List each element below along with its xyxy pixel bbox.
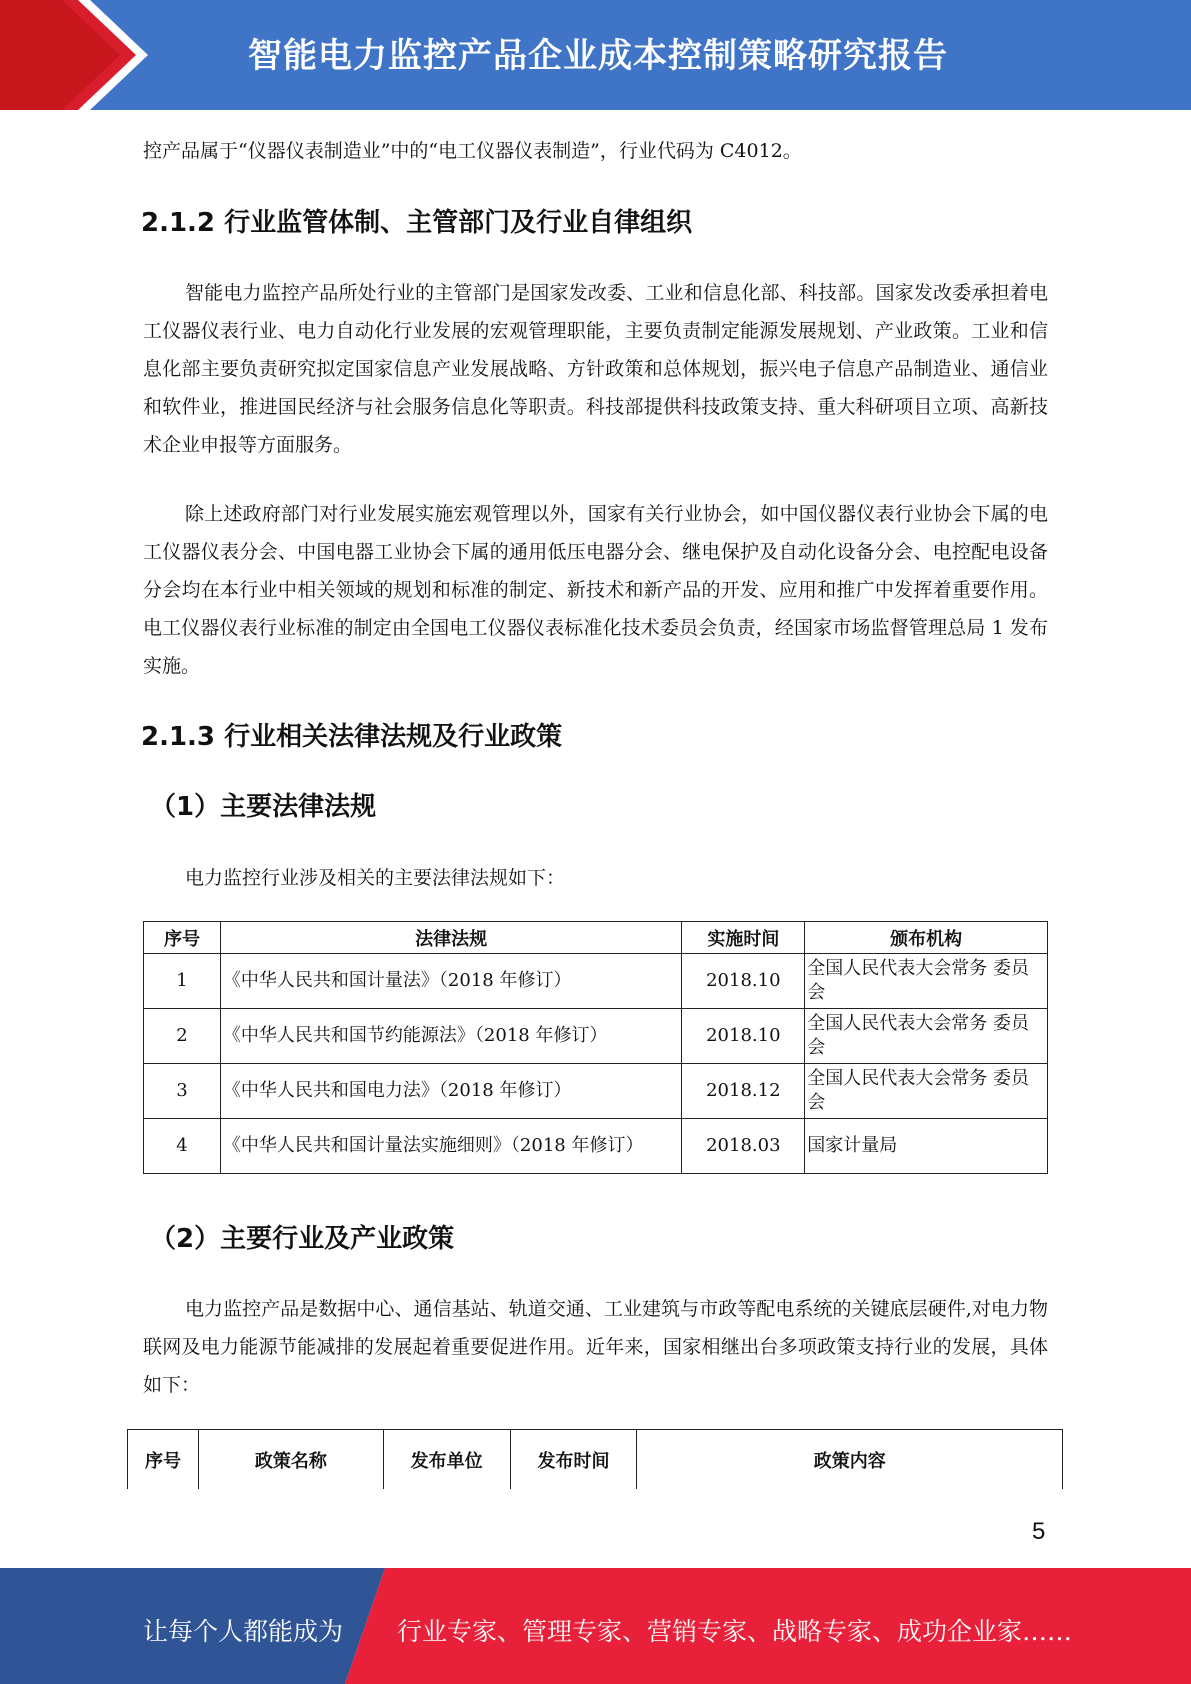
subheading-policies: （2）主要行业及产业政策	[150, 1224, 455, 1254]
issuing-body: 全国人民代表大会常务 委员会	[805, 1009, 1048, 1064]
header-cell: 法律法规	[220, 922, 681, 954]
header-red-arrow	[0, 0, 150, 110]
effective-date: 2018.03	[682, 1119, 805, 1174]
table-row	[144, 1064, 1048, 1119]
policies-table	[127, 1429, 1063, 1489]
table-row	[144, 1119, 1048, 1174]
section-heading-2-1-2: 2.1.2 行业监管体制、主管部门及行业自律组织	[141, 208, 693, 238]
law-name: 《中华人民共和国节约能源法》（2018 年修订）	[220, 1009, 681, 1064]
footer-slogan-right: 行业专家、管理专家、营销专家、战略专家、成功企业家……	[397, 1617, 1073, 1646]
law-name: 《中华人民共和国计量法实施细则》（2018 年修订）	[220, 1119, 681, 1174]
laws-intro: 电力监控行业涉及相关的主要法律法规如下：	[185, 867, 566, 889]
paragraph-associations: 除上述政府部门对行业发展实施宏观管理以外，国家有关行业协会，如中国仪器仪表行业协会下属的电工仪器仪表分会、中国电器工业协会下属的通用低压电器分会、继电保护及自动化设备分会、电控配电设备分会均在本行业中相关领域的规划和标准的制定、新技术和新产品的开发、应用和推广中发挥着重要作用。电工仪器仪表行业标准的制定由全国电工仪器仪表标准化技术委员会负责，经国家市场监督管理总局 1 发布实施。	[143, 503, 1048, 677]
row-number: 4	[144, 1119, 221, 1174]
header-cell: 政策内容	[637, 1430, 1063, 1490]
header-cell: 实施时间	[682, 922, 805, 954]
issuing-body: 全国人民代表大会常务 委员会	[805, 1064, 1048, 1119]
row-number: 2	[144, 1009, 221, 1064]
report-title: 智能电力监控产品企业成本控制策略研究报告	[248, 36, 948, 76]
table-header-row	[128, 1430, 1063, 1490]
footer-slogan-left: 让每个人都能成为	[143, 1617, 344, 1646]
table-row	[144, 954, 1048, 1009]
paragraph-regulators: 智能电力监控产品所处行业的主管部门是国家发改委、工业和信息化部、科技部。国家发改委承担着电工仪器仪表行业、电力自动化行业发展的宏观管理职能，主要负责制定能源发展规划、产业政策。工业和信息化部主要负责研究拟定国家信息产业发展战略、方针政策和总体规划，振兴电子信息产品制造业、通信业和软件业，推进国民经济与社会服务信息化等职责。科技部提供科技政策支持、重大科研项目立项、高新技术企业申报等方面服务。	[143, 282, 1048, 456]
table-row	[144, 1009, 1048, 1064]
header-cell: 颁布机构	[805, 922, 1048, 954]
effective-date: 2018.10	[682, 1009, 805, 1064]
law-name: 《中华人民共和国电力法》（2018 年修订）	[220, 1064, 681, 1119]
subheading-laws: （1）主要法律法规	[150, 792, 377, 822]
policies-intro: 电力监控产品是数据中心、通信基站、轨道交通、工业建筑与市政等配电系统的关键底层硬件,对电力物联网及电力能源节能减排的发展起着重要促进作用。近年来，国家相继出台多项政策支持行业的发展，具体如下：	[143, 1298, 1048, 1396]
laws-table	[143, 921, 1048, 1174]
page-number: 5	[1032, 1518, 1046, 1545]
header-cell: 发布单位	[383, 1430, 510, 1490]
effective-date: 2018.10	[682, 954, 805, 1009]
header-cell: 发布时间	[510, 1430, 637, 1490]
row-number: 3	[144, 1064, 221, 1119]
row-number: 1	[144, 954, 221, 1009]
effective-date: 2018.12	[682, 1064, 805, 1119]
header-cell: 政策名称	[198, 1430, 383, 1490]
issuing-body: 全国人民代表大会常务 委员会	[805, 954, 1048, 1009]
header-cell: 序号	[144, 922, 221, 954]
header-cell: 序号	[128, 1430, 199, 1490]
intro-paragraph: 控产品属于“仪器仪表制造业”中的“电工仪器仪表制造”，行业代码为 C4012。	[143, 140, 802, 162]
section-heading-2-1-3: 2.1.3 行业相关法律法规及行业政策	[141, 722, 563, 752]
page-header	[0, 0, 1191, 110]
table-header-row	[144, 922, 1048, 954]
issuing-body: 国家计量局	[805, 1119, 1048, 1174]
law-name: 《中华人民共和国计量法》（2018 年修订）	[220, 954, 681, 1009]
